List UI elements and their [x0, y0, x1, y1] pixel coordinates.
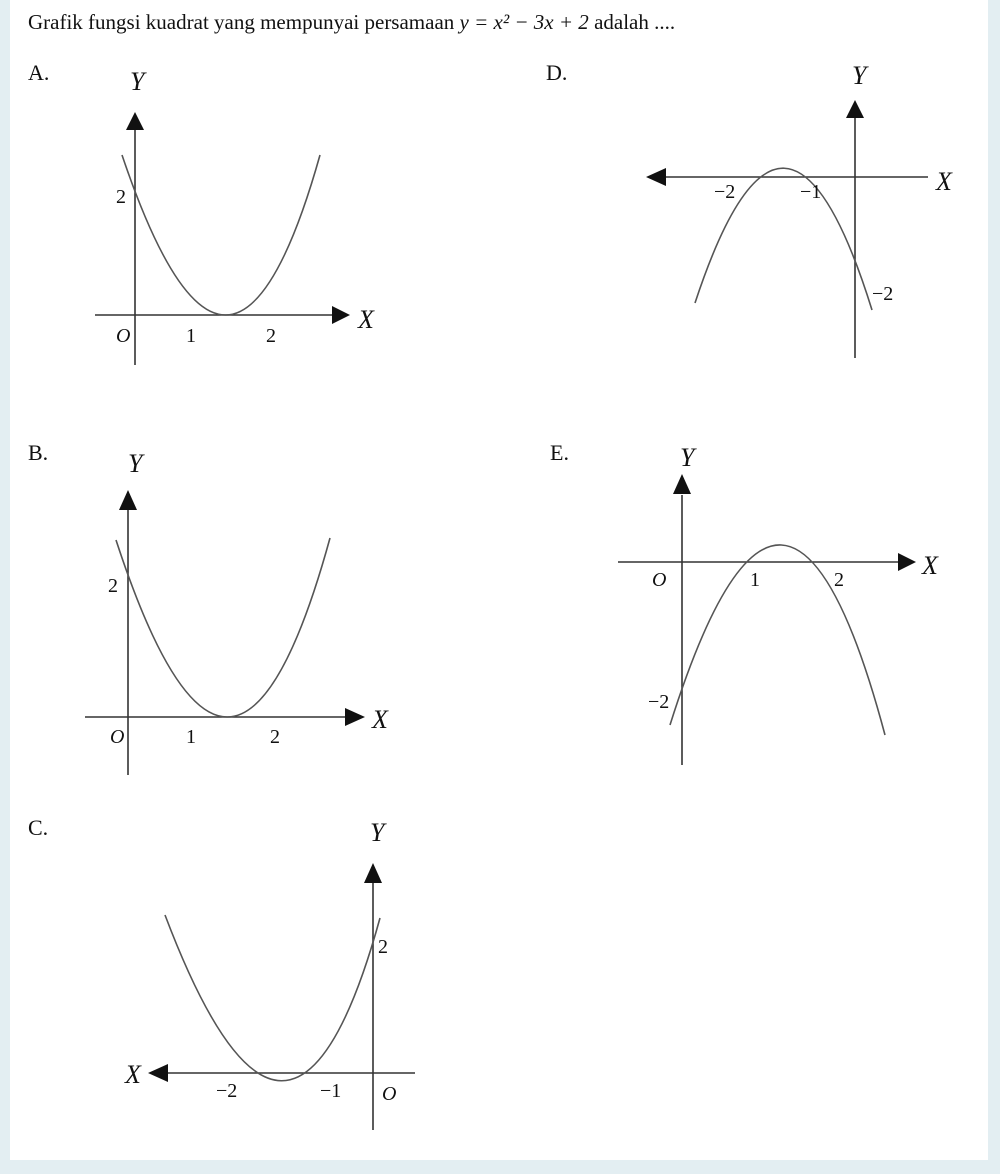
- y-arrow-icon: [126, 112, 144, 130]
- x-axis-label: X: [936, 167, 952, 196]
- tick-label: −1: [320, 1080, 342, 1102]
- y-arrow-icon: [846, 100, 864, 118]
- option-c-letter: C.: [28, 815, 49, 840]
- question-suffix: adalah ....: [594, 10, 676, 34]
- x-axis-label: X: [372, 705, 388, 734]
- tick-label: 2: [834, 569, 844, 591]
- tick-label: −2: [714, 181, 736, 203]
- tick-label: −2: [648, 691, 670, 713]
- tick-label: −1: [800, 181, 822, 203]
- tick-label: 1: [186, 726, 196, 748]
- x-axis-label: X: [125, 1060, 141, 1089]
- parabola-curve: [122, 155, 320, 315]
- x-arrow-icon: [898, 553, 916, 571]
- parabola-curve: [670, 545, 885, 735]
- tick-label: 2: [266, 325, 276, 347]
- question-text: [28, 10, 675, 35]
- tick-label: 2: [108, 575, 118, 597]
- origin-label: O: [382, 1083, 397, 1105]
- parabola-curve: [116, 538, 330, 717]
- origin-label: O: [110, 726, 125, 748]
- tick-label: −2: [216, 1080, 238, 1102]
- x-arrow-icon: [332, 306, 350, 324]
- y-axis-label: Y: [680, 443, 695, 472]
- y-arrow-icon: [673, 474, 691, 494]
- option-a-graph[interactable]: [80, 60, 400, 380]
- question-prefix: Grafik fungsi kuadrat yang mempunyai persamaan: [28, 10, 455, 34]
- x-arrow-icon: [345, 708, 365, 726]
- x-axis-label: X: [922, 551, 938, 580]
- origin-label: O: [116, 325, 131, 347]
- origin-label: O: [652, 569, 667, 591]
- tick-label: 2: [116, 186, 126, 208]
- x-arrow-icon: [646, 168, 666, 186]
- y-axis-label: Y: [852, 61, 867, 90]
- x-axis-label: X: [358, 305, 374, 334]
- option-d-letter: D.: [546, 60, 568, 85]
- option-c-graph[interactable]: [110, 815, 440, 1135]
- y-arrow-icon: [119, 490, 137, 510]
- option-e-graph[interactable]: [610, 440, 970, 770]
- tick-label: −2: [872, 283, 894, 305]
- option-e-letter: E.: [550, 440, 569, 465]
- tick-label: 1: [186, 325, 196, 347]
- y-axis-label: Y: [130, 67, 145, 96]
- x-arrow-icon: [148, 1064, 168, 1082]
- worksheet: [10, 0, 988, 1160]
- option-d-graph[interactable]: [630, 60, 990, 370]
- option-a-letter: A.: [28, 60, 50, 85]
- question-equation: y = x² − 3x + 2: [459, 10, 589, 34]
- y-axis-label: Y: [128, 449, 143, 478]
- tick-label: 2: [378, 936, 388, 958]
- tick-label: 2: [270, 726, 280, 748]
- option-b-letter: B.: [28, 440, 49, 465]
- option-b-graph[interactable]: [80, 440, 410, 780]
- y-arrow-icon: [364, 863, 382, 883]
- tick-label: 1: [750, 569, 760, 591]
- parabola-curve: [165, 915, 380, 1081]
- y-axis-label: Y: [370, 818, 385, 847]
